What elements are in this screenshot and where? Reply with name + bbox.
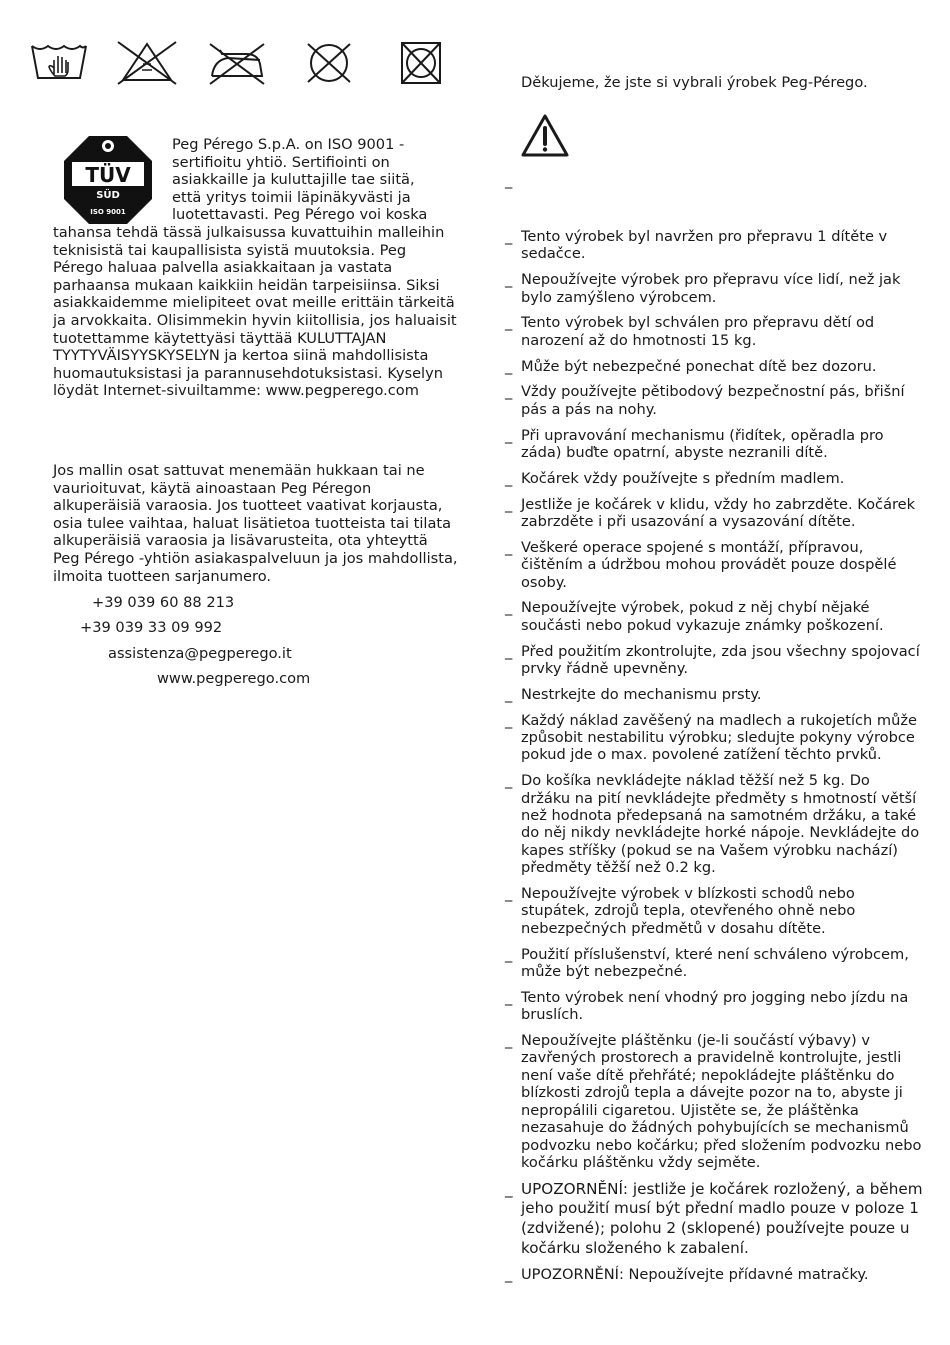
warning-item xyxy=(505,470,923,487)
list-marker: _ xyxy=(505,1032,513,1050)
list-marker: _ xyxy=(505,685,513,703)
warning-item xyxy=(505,772,923,876)
warning-text: UPOZORNĚNÍ: Nepoužívejte přídavné matračky. xyxy=(521,1266,869,1284)
warning-text: Nepoužívejte pláštěnku (je-li součástí výbavy) v zavřených prostorech a pravidelně kontrolujte, jestli není vaše dítě přehřáté; nepokládejte pláštěnku do blízkosti zdrojů tepla a dávejte pozor na to, abyste ji nepropálili cigaretou. Ujistěte se, že pláštěnka nezasahuje do žádných pohybujících se mechanismů podvozku nebo kočárku; před složením podvozku nebo kočárku pláštěnku vždy sejměte. xyxy=(521,1032,922,1171)
list-marker: _ xyxy=(505,426,513,444)
warning-item xyxy=(505,1032,923,1171)
tuv-sud-logo xyxy=(62,134,154,226)
contact-fax: +39 039 33 09 992 xyxy=(80,619,223,636)
no-bleach-icon xyxy=(116,40,178,86)
hand-wash-icon xyxy=(28,40,90,86)
empty-list-marker: _ xyxy=(505,172,513,189)
list-marker: _ xyxy=(505,271,513,289)
warning-item xyxy=(505,383,923,418)
warning-item xyxy=(505,946,923,981)
list-marker: _ xyxy=(505,599,513,617)
warning-text: Vždy používejte pětibodový bezpečnostní pás, břišní pás a pás na nohy. xyxy=(521,383,905,418)
svg-text:ISO 9001: ISO 9001 xyxy=(90,208,126,216)
warning-item xyxy=(505,314,923,349)
warning-text: Každý náklad zavěšený na madlech a rukojetích může způsobit nestabilitu výrobku; sledujte pokyny výrobce pokud jde o max. povolené zatížení těchto prvků. xyxy=(521,711,918,764)
warning-text: Jestliže je kočárek v klidu, vždy ho zabrzděte. Kočárek zabrzděte i při usazování a vysazování dítěte. xyxy=(521,495,916,531)
no-tumble-dry-icon xyxy=(390,40,452,86)
warning-text: Nestrkejte do mechanismu prsty. xyxy=(521,685,762,703)
list-marker: _ xyxy=(505,495,513,513)
spare-parts-text: Jos mallin osat sattuvat menemään hukkaan tai ne vaurioituvat, käytä ainoastaan Peg Péregon alkuperäisiä varaosia. Jos tuotteet vaativat korjausta, osia tulee vaihtaa, haluat lisätietoa tuotteista tai tilata alkuperäisiä varaosia ja lisävarusteita, ota yhteyttä Peg Pérego -yhtiön asiakaspalveluun ja jos mahdollista, ilmoita tuotteen sarjanumero. xyxy=(53,462,458,585)
list-marker: _ xyxy=(505,1179,513,1198)
warning-item xyxy=(505,228,923,263)
list-marker: _ xyxy=(505,357,513,375)
warning-item xyxy=(505,712,923,764)
list-marker: _ xyxy=(505,228,513,245)
warning-item xyxy=(505,358,923,375)
no-iron-icon xyxy=(206,40,268,86)
list-marker: _ xyxy=(505,988,513,1006)
list-marker: _ xyxy=(505,469,513,487)
care-symbols-row xyxy=(28,40,468,86)
contact-email[interactable]: assistenza@pegperego.it xyxy=(108,645,292,662)
warning-item xyxy=(505,271,923,306)
warning-text: Může být nebezpečné ponechat dítě bez dozoru. xyxy=(521,357,877,375)
warning-item xyxy=(505,1180,923,1258)
no-dry-clean-icon xyxy=(298,40,360,86)
warning-item xyxy=(505,643,923,678)
list-marker: _ xyxy=(505,885,513,903)
warning-text: Nepoužívejte výrobek, pokud z něj chybí nějaké součásti nebo pokud vykazuje známky poškození. xyxy=(521,599,884,634)
svg-text:TÜV: TÜV xyxy=(85,163,131,187)
warning-text: Kočárek vždy používejte s předním madlem. xyxy=(521,469,845,487)
contact-web[interactable]: www.pegperego.com xyxy=(157,670,311,687)
list-marker: _ xyxy=(505,314,513,332)
warning-item xyxy=(505,496,923,531)
list-marker: _ xyxy=(505,945,513,963)
warning-text: Nepoužívejte výrobek pro přepravu více lidí, než jak bylo zamýšleno výrobcem. xyxy=(521,271,901,306)
warning-text: Tento výrobek není vhodný pro jogging nebo jízdu na bruslích. xyxy=(521,988,909,1024)
warning-item xyxy=(505,1266,923,1283)
warning-item xyxy=(505,539,923,591)
certification-text-body: tahansa tehdä tässä julkaisussa kuvattuihin malleihin teknisistä tai kaupallisista syistä muutoksia. Peg Pérego haluaa palvella asiakkaitaan ja vastata parhaansa mukaan kaikkiin heidän tarpeisiinsa. Siksi asiakkaidemme mielipiteet ovat meille erittäin tärkeitä ja arvokkaita. Olisimmekin hyvin kiitollisia, jos haluaisit tuotettamme käytettyäsi täyttää KULUTTAJAN TYYTYVÄISYYSKYSELYN ja kertoa siinä mahdollisista huomautuksistasi ja parannusehdotuksistasi. Kyselyn löydät Internet-sivuiltamme: www.pegperego.com xyxy=(53,224,457,400)
list-marker: _ xyxy=(505,772,513,790)
list-marker: _ xyxy=(505,711,513,729)
list-marker: _ xyxy=(505,1266,513,1284)
list-marker: _ xyxy=(505,642,513,660)
warning-text: Při upravování mechanismu (řidítek, opěradla pro záda) buďte opatrní, abyste nezranili dítě. xyxy=(521,426,884,462)
list-marker: _ xyxy=(505,538,513,556)
svg-text:SÜD: SÜD xyxy=(96,190,120,201)
warning-text: Veškeré operace spojené s montáží, přípravou, čištěním a údržbou mohou provádět pouze dospělé osoby. xyxy=(521,538,897,591)
contact-phone: +39 039 60 88 213 xyxy=(92,594,235,611)
warning-item xyxy=(505,989,923,1024)
list-marker: _ xyxy=(505,383,513,401)
warnings-list xyxy=(505,228,923,1292)
warning-text: Nepoužívejte výrobek v blízkosti schodů nebo stupátek, zdrojů tepla, otevřeného ohně nebo nebezpečných předmětů v dosahu dítěte. xyxy=(521,885,856,937)
certification-text-head: Peg Pérego S.p.A. on ISO 9001 -sertifioitu yhtiö. Sertifiointi on asiakkaille ja kuluttajille tae siitä, että yritys toimii läpinäkyvästi ja luotettavasti. Peg Pérego voi koska xyxy=(172,136,428,224)
warning-triangle-icon xyxy=(520,113,570,159)
warning-item xyxy=(505,885,923,937)
warning-item xyxy=(505,686,923,703)
warning-item xyxy=(505,599,923,634)
warning-text: Použití příslušenství, které není schváleno výrobcem, může být nebezpečné. xyxy=(521,945,909,981)
warning-text: Do košíka nevkládejte náklad těžší než 5 kg. Do držáku na pití nevkládejte předměty s hmotností větší než hodnota předepsaná na samotném držáku, a také do něj nikdy nevkládejte horké nápoje. Nevkládejte do kapes stříšky (pokud se na Vašem výrobku nachází) předměty těžší než 0.2 kg. xyxy=(521,772,920,877)
warning-text: Tento výrobek byl schválen pro přepravu dětí od narození až do hmotnosti 15 kg. xyxy=(521,314,875,349)
thanks-text: Děkujeme, že jste si vybrali ýrobek Peg-Pérego. xyxy=(521,74,868,91)
warning-text: Tento výrobek byl navržen pro přepravu 1 dítěte v sedačce. xyxy=(521,228,888,263)
warning-text: Před použitím zkontrolujte, zda jsou všechny spojovací prvky řádně upevněny. xyxy=(521,642,920,678)
warning-item xyxy=(505,427,923,462)
warning-text: UPOZORNĚNÍ: jestliže je kočárek rozložený, a během jeho použití musí být přední madlo pouze v poloze 1 (zdvižené); polohu 2 (sklopené) používejte pouze u kočárku složeného k zabalení. xyxy=(521,1179,923,1257)
